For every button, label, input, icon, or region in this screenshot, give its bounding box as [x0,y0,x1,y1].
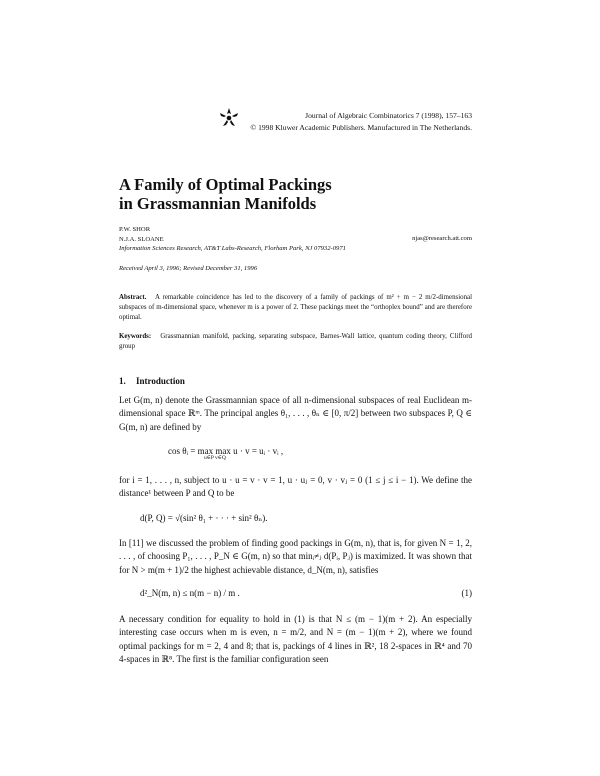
copyright-line: © 1998 Kluwer Academic Publishers. Manufactured in The Netherlands. [250,123,472,132]
journal-header [250,110,472,134]
body-paragraph: Let G(m, n) denote the Grassmannian space of all n-dimensional subspaces of real Euclidean m-dimensional space ℝᵐ. The principal angles θ₁, . . . , θₙ ∈ [0, π/2] between two subspaces P, Q ∈ G(m, n) are defined by [119,395,472,432]
equation-principal-angles [168,446,283,461]
equation-distance: d(P, Q) = √(sin² θ₁ + · · · + sin² θₙ). [140,513,268,523]
keywords [119,332,472,352]
equation-bound: d²_N(m, n) ≤ n(m − n) / m . [140,588,240,598]
author-name: P.W. SHOR [119,226,151,233]
equation-number: (1) [461,588,472,598]
author-name: N.J.A. SLOANE [119,236,164,243]
section-title: Introduction [136,376,185,386]
body-paragraph: for i = 1, . . . , n, subject to u · u = v · v = 1, u · uⱼ = 0, v · vⱼ = 0 (1 ≤ j ≤ i − 1). We define the distance¹ between P and Q to be [119,475,472,499]
keywords-text: Grassmannian manifold, packing, separating subspace, Barnes-Wall lattice, quantum coding theory, Clifford group [119,333,472,350]
title-line-1: A Family of Optimal Packings [119,175,332,194]
received-dates: Received April 3, 1996; Revised December 31, 1996 [119,265,258,272]
body-paragraph: A necessary condition for equality to hold in (1) is that N ≤ (m − 1)(m + 2). An especially interesting case occurs when m is even, n = m/2, and N = (m − 1)(m + 2), where we found optimal packings for m = 2, 4 and 8; that is, packings of 4 lines in ℝ², 18 2-spaces in ℝ⁴ and 70 4-spaces in ℝ⁸. The first is the familiar configuration seen [119,614,472,665]
author-email: njas@research.att.com [412,235,472,242]
abstract [119,293,472,323]
equation-subscript: u∈P v∈Q [204,455,226,461]
abstract-label: Abstract. [119,294,147,301]
author-affiliation: Information Sciences Research, AT&T Labs-Research, Florham Park, NJ 07932-0971 [119,245,346,252]
abstract-text: A remarkable coincidence has led to the discovery of a family of packings of m² + m − 2 m/2-dimensional subspaces of m-dimensional space, whenever m is a power of 2. These packings meet the “orthoplex bound” and are therefore optimal. [119,294,472,321]
keywords-label: Keywords: [119,333,152,340]
section-number: 1. [119,376,126,386]
author-list [119,225,164,245]
publisher-logo-icon [217,106,241,130]
paper-title [119,175,332,213]
body-paragraph: In [11] we discussed the problem of finding good packings in G(m, n), that is, for given N = 1, 2, . . . , of choosing P₁, . . . , P_N ∈ G(m, n) so that minᵢ≠ⱼ d(Pᵢ, Pⱼ) is maximized. It was shown that for N > m(m + 1)/2 the highest achievable distance, d_N(m, n), satisfies [119,538,472,575]
section-heading [119,376,185,386]
journal-citation: Journal of Algebraic Combinatorics 7 (1998), 157–163 [305,111,472,120]
equation-text: cos θᵢ = max max u · v = uᵢ · vᵢ , [168,446,284,456]
title-line-2: in Grassmannian Manifolds [119,194,317,213]
